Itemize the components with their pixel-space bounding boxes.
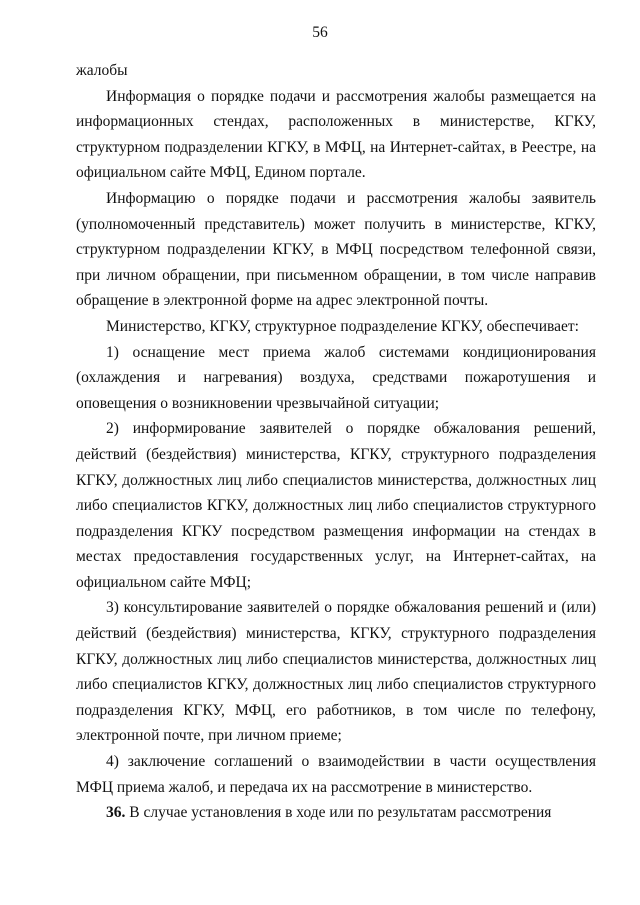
document-body (76, 58, 596, 826)
paragraph-ministry-provides: Министерство, КГКУ, структурное подразделение КГКУ, обеспечивает: (106, 317, 579, 335)
paragraph-complaint-info-placement: Информация о порядке подачи и рассмотрения жалобы размещается на информационных стендах, расположенных в министерстве, КГКУ, структурном подразделении КГКУ, в МФЦ, на Интернет-сайтах, в Реестре, на официальном сайте МФЦ, Едином портале. (76, 87, 596, 182)
section-36-text: В случае установления в ходе или по результатам рассмотрения (125, 804, 552, 822)
list-item-1: 1) оснащение мест приема жалоб системами кондиционирования (охлаждения и нагревания) воздуха, средствами пожаротушения и оповещения о возникновении чрезвычайной ситуации; (76, 343, 596, 412)
paragraph-continuation: жалобы (76, 62, 128, 79)
page-number: 56 (312, 24, 328, 41)
list-item-2: 2) информирование заявителей о порядке обжалования решений, действий (бездействия) министерства, КГКУ, структурного подразделения КГКУ, должностных лиц либо специалистов министерства, должностных лиц либо специалистов КГКУ, должностных лиц либо специалистов структурного подразделения КГКУ посредством размещения информации на стендах в местах предоставления государственных услуг, на Интернет-сайтах, на официальном сайте МФЦ; (76, 420, 596, 591)
list-item-4: 4) заключение соглашений о взаимодействии в части осуществления МФЦ приема жалоб, и передача их на рассмотрение в министерство. (76, 753, 596, 796)
section-number: 36. (106, 804, 126, 822)
list-item-3: 3) консультирование заявителей о порядке обжалования решений и (или) действий (бездействия) министерства, КГКУ, структурного подразделения КГКУ, должностных лиц либо специалистов министерства, должностных лиц либо специалистов КГКУ, должностных лиц либо специалистов структурного подразделения КГКУ, МФЦ, его работников, в том числе по телефону, электронной почте, при личном приеме; (76, 599, 596, 745)
paragraph-section-36 (76, 800, 596, 826)
paragraph-complaint-info-obtain: Информацию о порядке подачи и рассмотрения жалобы заявитель (уполномоченный представитель) может получить в министерстве, КГКУ, структурном подразделении КГКУ, в МФЦ посредством телефонной связи, при личном обращении, при письменном обращении, в том числе направив обращение в электронной форме на адрес электронной почты. (76, 189, 596, 310)
